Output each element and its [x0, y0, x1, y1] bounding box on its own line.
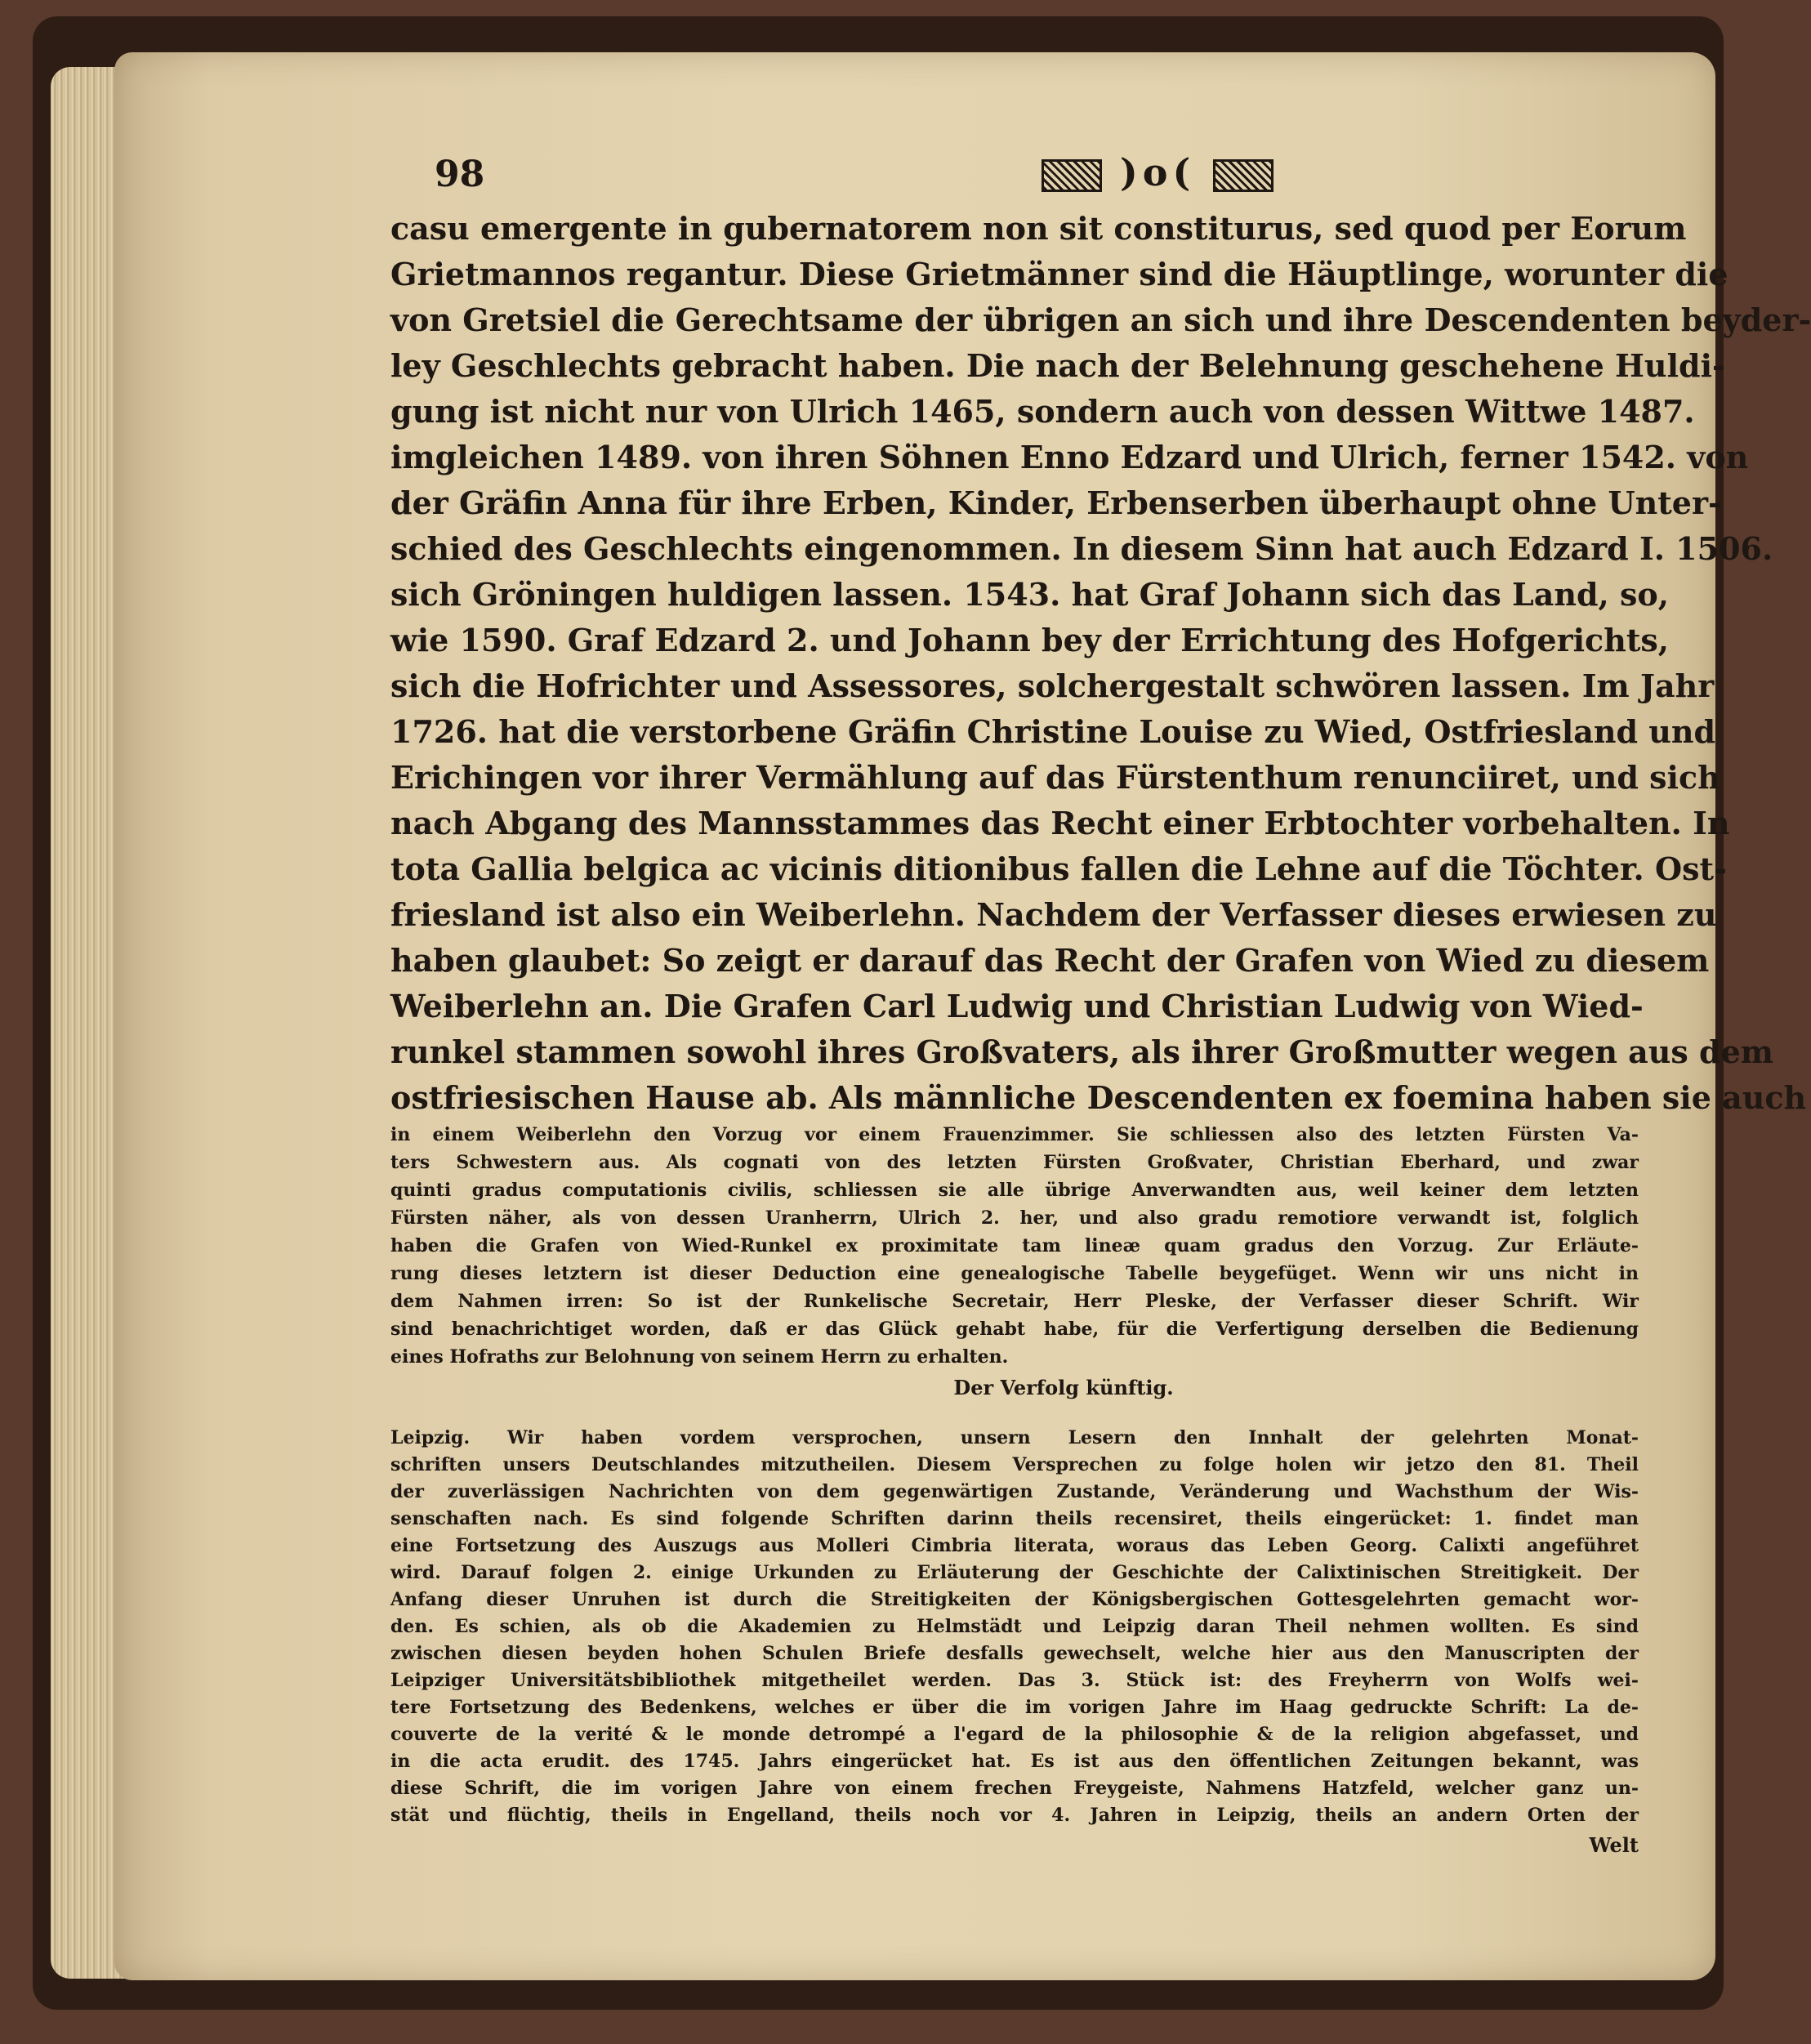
text-line: senschaften nach. Es sind folgende Schriften darinn theils recensiret, theils eingerücket: 1. findet man: [390, 1508, 1639, 1529]
text-line: dem Nahmen irren: So ist der Runkelische Secretair, Herr Pleske, der Verfasser dieser Schrift. Wir: [390, 1291, 1639, 1312]
text-line: in einem Weiberlehn den Vorzug vor einem Frauenzimmer. Sie schliessen also des letzten Fürsten Va-: [390, 1124, 1639, 1145]
text-line: gung ist nicht nur von Ulrich 1465, sondern auch von dessen Wittwe 1487.: [390, 393, 1695, 430]
text-line: quinti gradus computationis civilis, schliessen sie alle übrige Anverwandten aus, weil keiner dem letzten: [390, 1180, 1639, 1201]
running-head: [1042, 150, 1273, 194]
small-print-paragraph: [390, 1121, 1639, 1371]
text-line: der Gräfin Anna für ihre Erben, Kinder, Erbenserben überhaupt ohne Unter-: [390, 484, 1721, 521]
text-line: ostfriesischen Hause ab. Als männliche Descendenten ex foemina haben sie auch: [390, 1079, 1807, 1116]
text-line: sich Gröningen huldigen lassen. 1543. hat Graf Johann sich das Land, so,: [390, 576, 1669, 613]
text-line: runkel stammen sowohl ihres Großvaters, als ihrer Großmutter wegen aus dem: [390, 1033, 1774, 1070]
text-line: wird. Darauf folgen 2. einige Urkunden zu Erläuterung der Geschichte der Calixtinischen Streitigkeit. Der: [390, 1562, 1639, 1583]
text-line: Weiberlehn an. Die Grafen Carl Ludwig und Christian Ludwig von Wied-: [390, 988, 1644, 1024]
text-line: schied des Geschlechts eingenommen. In diesem Sinn hat auch Edzard I. 1506.: [390, 530, 1773, 567]
text-line: couverte de la verité & le monde detrompé a l'egard de la philosophie & de la religion abgefasset, und: [390, 1724, 1639, 1745]
leipzig-article: [390, 1425, 1639, 1829]
text-line: stät und flüchtig, theils in Engelland, theils noch vor 4. Jahren in Leipzig, theils an andern Orten der: [390, 1805, 1639, 1826]
ornament-left-icon: [1042, 159, 1102, 192]
text-line: Grietmannos regantur. Diese Grietmänner sind die Häuptlinge, worunter die: [390, 256, 1728, 292]
text-line: sich die Hofrichter und Assessores, solchergestalt schwören lassen. Im Jahr: [390, 667, 1715, 704]
text-line: Fürsten näher, als von dessen Uranherrn, Ulrich 2. her, und also gradu remotiore verwandt ist, folglich: [390, 1207, 1639, 1229]
catchword: Welt: [1589, 1833, 1639, 1857]
text-line: wie 1590. Graf Edzard 2. und Johann bey der Errichtung des Hofgerichts,: [390, 622, 1669, 658]
text-line: friesland ist also ein Weiberlehn. Nachdem der Verfasser dieses erwiesen zu: [390, 896, 1717, 933]
continuation-note: Der Verfolg künftig.: [953, 1376, 1174, 1399]
text-line: zwischen diesen beyden hohen Schulen Briefe desfalls gewechselt, welche hier aus den Manuscripten der: [390, 1643, 1639, 1664]
text-line: nach Abgang des Mannsstammes das Recht einer Erbtochter vorbehalten. In: [390, 805, 1730, 841]
text-line: schriften unsers Deutschlandes mitzutheilen. Diesem Versprechen zu folge holen wir jetzo den 81. Theil: [390, 1454, 1639, 1475]
text-line: rung dieses letztern ist dieser Deduction eine genealogische Tabelle beygefüget. Wenn wir uns nicht in: [390, 1263, 1639, 1284]
page-number: 98: [435, 154, 485, 195]
text-line: sind benachrichtiget worden, daß er das Glück gehabt habe, für die Verfertigung derselben die Bedienung: [390, 1319, 1639, 1340]
text-line: 1726. hat die verstorbene Gräfin Christine Louise zu Wied, Ostfriesland und: [390, 713, 1716, 750]
text-line: imgleichen 1489. von ihren Söhnen Enno Edzard und Ulrich, ferner 1542. von: [390, 439, 1749, 475]
text-line: tere Fortsetzung des Bedenkens, welches er über die im vorigen Jahre im Haag gedruckte Schrift: La de-: [390, 1697, 1639, 1718]
text-line: von Gretsiel die Gerechtsame der übrigen an sich und ihre Descendenten beyder-: [390, 301, 1811, 338]
text-line: der zuverlässigen Nachrichten von dem gegenwärtigen Zustande, Veränderung und Wachsthum der Wis-: [390, 1481, 1639, 1502]
text-line: den. Es schien, als ob die Akademien zu Helmstädt und Leipzig daran Theil nehmen wollten. Es sind: [390, 1616, 1639, 1637]
text-line: haben die Grafen von Wied-Runkel ex proximitate tam lineæ quam gradus den Vorzug. Zur Erläute-: [390, 1235, 1639, 1256]
text-line: Erichingen vor ihrer Vermählung auf das Fürstenthum renunciiret, und sich: [390, 759, 1720, 796]
text-line: ters Schwestern aus. Als cognati von des letzten Fürsten Großvater, Christian Eberhard, und zwar: [390, 1152, 1639, 1173]
text-line: in die acta erudit. des 1745. Jahrs eingerücket hat. Es ist aus den öffentlichen Zeitungen bekannt, was: [390, 1751, 1639, 1772]
text-line: Leipzig. Wir haben vordem versprochen, unsern Lesern den Innhalt der gelehrten Monat-: [390, 1427, 1639, 1448]
ornament-right-icon: [1213, 159, 1273, 192]
main-paragraph: [390, 206, 1811, 1121]
text-line: eine Fortsetzung des Auszugs aus Molleri Cimbria literata, woraus das Leben Georg. Calixti angeführet: [390, 1535, 1639, 1556]
page-header: [319, 150, 1658, 203]
text-line: ley Geschlechts gebracht haben. Die nach der Belehnung geschehene Huldi-: [390, 347, 1725, 384]
text-line: haben glaubet: So zeigt er darauf das Recht der Grafen von Wied zu diesem: [390, 942, 1710, 979]
text-line: Anfang dieser Unruhen ist durch die Streitigkeiten der Königsbergischen Gottesgelehrten gemacht wor-: [390, 1589, 1639, 1610]
section-gap: [390, 1405, 1639, 1425]
text-line: tota Gallia belgica ac vicinis ditionibus fallen die Lehne auf die Töchter. Ost-: [390, 850, 1727, 887]
page-body: [390, 206, 1811, 1862]
running-head-text: )o(: [1120, 150, 1196, 194]
text-line: casu emergente in gubernatorem non sit constiturus, sed quod per Eorum: [390, 210, 1687, 247]
text-line: diese Schrift, die im vorigen Jahre von einem frechen Freygeiste, Nahmens Hatzfeld, welcher ganz un-: [390, 1778, 1639, 1799]
text-line: Leipziger Universitätsbibliothek mitgetheilet werden. Das 3. Stück ist: des Freyherrn von Wolfs wei-: [390, 1670, 1639, 1691]
text-line: eines Hofraths zur Belohnung von seinem Herrn zu erhalten.: [390, 1346, 1009, 1368]
